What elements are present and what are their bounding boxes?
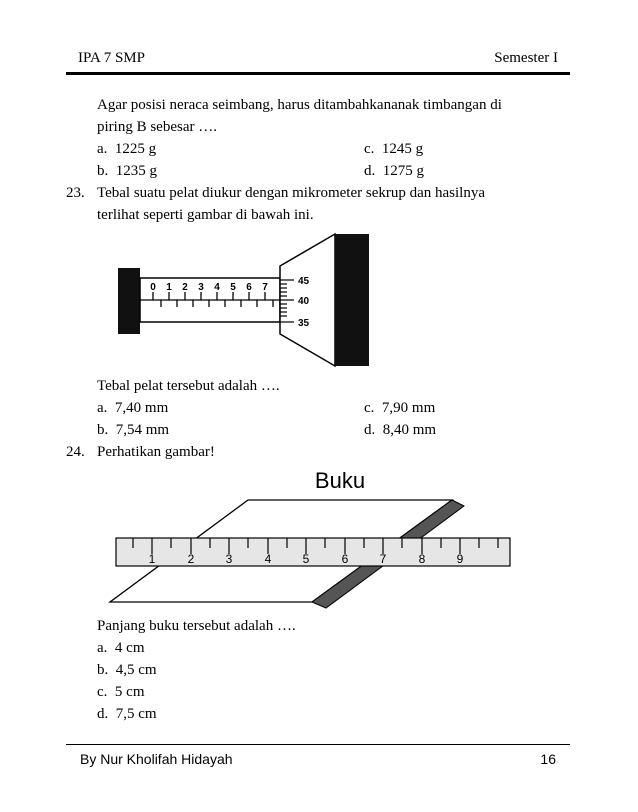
ruler-label: 6 — [341, 552, 349, 566]
micrometer-figure — [110, 230, 380, 370]
header-semester: Semester I — [494, 50, 558, 66]
q23-text-line2: terlihat seperti gambar di bawah ini. — [97, 207, 314, 223]
micrometer-scale-label: 2 — [182, 282, 188, 293]
q22-option-a: a. 1225 g — [97, 141, 157, 157]
q23-option-a: a. 7,40 mm — [97, 400, 169, 416]
q22-text-line1: Agar posisi neraca seimbang, harus ditambahkananak timbangan di — [97, 97, 502, 113]
q22-option-b: b. 1235 g — [97, 163, 157, 179]
q24-question: Panjang buku tersebut adalah …. — [97, 618, 296, 634]
ruler-label: 5 — [302, 552, 310, 566]
q23-text-line1: Tebal suatu pelat diukur dengan mikrometer sekrup dan hasilnya — [97, 185, 486, 201]
ruler-label: 4 — [264, 552, 272, 566]
q23-number: 23. — [66, 185, 85, 201]
ruler-body — [116, 538, 510, 566]
q24-option-c: c. 5 cm — [97, 684, 145, 700]
ruler-label: 9 — [456, 552, 464, 566]
q23-option-b: b. 7,54 mm — [97, 422, 170, 438]
micrometer-thimble-label: 35 — [298, 318, 310, 329]
micrometer-scale-label: 4 — [214, 282, 220, 293]
q24-option-d: d. 7,5 cm — [97, 706, 157, 722]
micrometer-anvil — [118, 268, 140, 334]
q24-option-a: a. 4 cm — [97, 640, 145, 656]
micrometer-scale-label: 6 — [246, 282, 252, 293]
micrometer-scale-label: 1 — [166, 282, 172, 293]
micrometer-thimble-label: 40 — [298, 296, 310, 307]
q22-option-d: d. 1275 g — [364, 163, 424, 179]
footer-page-number: 16 — [540, 751, 556, 767]
micrometer-scale-label: 5 — [230, 282, 236, 293]
footer-author: By Nur Kholifah Hidayah — [80, 751, 233, 767]
q22-text-line2: piring B sebesar …. — [97, 119, 217, 135]
micrometer-thimble-label: 45 — [298, 276, 310, 287]
q22-option-c: c. 1245 g — [364, 141, 424, 157]
q23-option-c: c. 7,90 mm — [364, 400, 436, 416]
micrometer-ratchet — [335, 234, 369, 366]
ruler-label: 8 — [418, 552, 426, 566]
micrometer-scale-label: 3 — [198, 282, 204, 293]
ruler-label: 7 — [379, 552, 387, 566]
micrometer-scale-label: 7 — [262, 282, 268, 293]
q23-option-d: d. 8,40 mm — [364, 422, 437, 438]
micrometer-scale-label: 0 — [150, 282, 156, 293]
q23-question: Tebal pelat tersebut adalah …. — [97, 378, 280, 394]
ruler-label: 1 — [148, 552, 156, 566]
ruler-label: 2 — [187, 552, 195, 566]
q24-option-b: b. 4,5 cm — [97, 662, 157, 678]
q24-text-line1: Perhatikan gambar! — [97, 444, 215, 460]
page-footer — [66, 744, 570, 767]
book-ruler-figure — [100, 462, 530, 610]
page-header — [66, 50, 570, 75]
book-figure-title: Buku — [314, 468, 366, 493]
header-subject: IPA 7 SMP — [78, 50, 145, 66]
ruler-label: 3 — [225, 552, 233, 566]
q24-number: 24. — [66, 444, 85, 460]
